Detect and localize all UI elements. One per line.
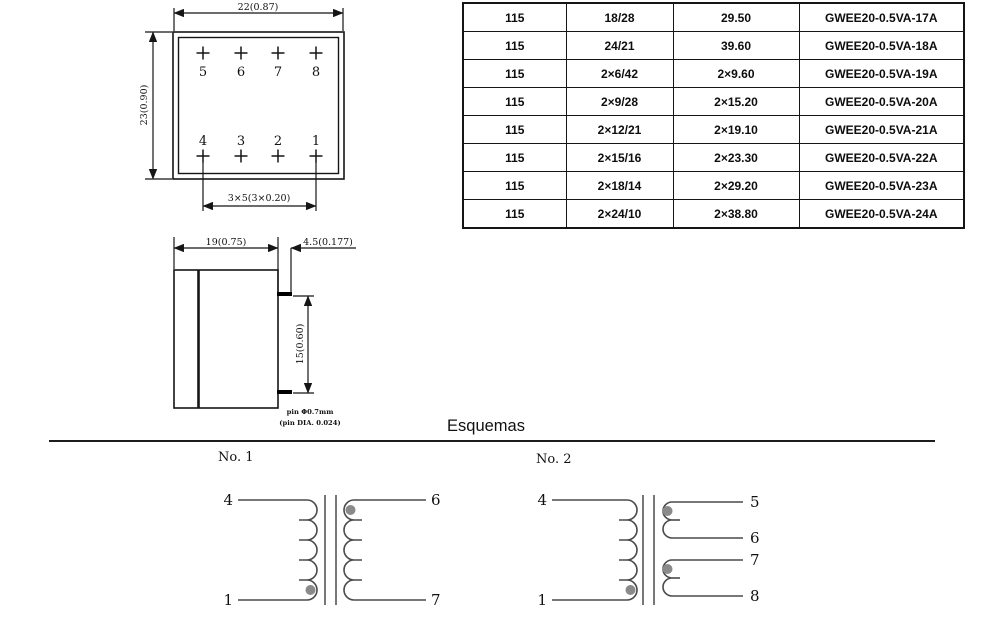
spec-table-cell: 2×24/10: [566, 200, 673, 229]
body-dim-label: 19(0.75): [205, 237, 247, 248]
side-view-drawing: [150, 230, 380, 430]
no1-pin6-label: 6: [431, 491, 441, 509]
pin-note-line2: (pin DIA. 0.024): [279, 419, 341, 427]
spec-table-cell: 115: [463, 144, 566, 172]
spec-table-cell: GWEE20-0.5VA-19A: [799, 60, 964, 88]
side-body-outline: [174, 270, 278, 408]
spec-table-cell: 24/21: [566, 32, 673, 60]
no2-primary-polarity-dot: [626, 585, 636, 595]
no2-pin7-label: 7: [750, 551, 760, 569]
top-view-drawing: [130, 0, 370, 220]
spec-table-cell: 29.50: [673, 3, 799, 32]
no2-pin8-label: 8: [750, 587, 760, 605]
svg-text:4: 4: [198, 134, 208, 149]
svg-text:8: 8: [311, 65, 321, 80]
spec-table-cell: 2×23.30: [673, 144, 799, 172]
pin-cross-marks-bottom: [197, 150, 323, 163]
no1-pin1-label: 1: [223, 591, 233, 609]
spec-table-cell: 2×12/21: [566, 116, 673, 144]
no2-pin4-label: 4: [537, 491, 547, 509]
no1-pin4-label: 4: [223, 491, 233, 509]
svg-text:2: 2: [273, 134, 283, 149]
spec-table-cell: 115: [463, 32, 566, 60]
no1-pin7-label: 7: [431, 591, 441, 609]
esquemas-heading: Esquemas: [447, 417, 525, 435]
spec-table-cell: GWEE20-0.5VA-17A: [799, 3, 964, 32]
spec-table-cell: 115: [463, 60, 566, 88]
schematic-no1: [180, 460, 480, 619]
spec-table-cell: 2×15/16: [566, 144, 673, 172]
no2-secondary2-polarity-dot: [663, 564, 673, 574]
spec-table-row: [463, 116, 964, 144]
spec-table-cell: 115: [463, 88, 566, 116]
spec-table-cell: 2×6/42: [566, 60, 673, 88]
pin-top-mark: [277, 292, 292, 296]
spec-table-cell: GWEE20-0.5VA-23A: [799, 172, 964, 200]
pin-numbers-top: [199, 65, 320, 80]
spec-table-cell: 115: [463, 200, 566, 229]
spec-table-cell: 115: [463, 172, 566, 200]
spec-table-cell: 115: [463, 3, 566, 32]
spec-table-cell: GWEE20-0.5VA-21A: [799, 116, 964, 144]
pin-numbers-bottom: [199, 134, 320, 149]
spec-table-row: [463, 88, 964, 116]
spec-table-cell: 2×19.10: [673, 116, 799, 144]
svg-text:6: 6: [236, 65, 246, 80]
pitch-dim-label: 3×5(3×0.20): [227, 193, 291, 204]
spec-table-row: [463, 60, 964, 88]
schematic-no2-title: No. 2: [536, 452, 572, 467]
spec-table-cell: GWEE20-0.5VA-18A: [799, 32, 964, 60]
spec-table-cell: GWEE20-0.5VA-20A: [799, 88, 964, 116]
pin-offset-dim-label: 4.5(0.177): [303, 237, 353, 248]
pin-row-dim-label: 15(0.60): [295, 323, 306, 365]
spec-table-row: [463, 144, 964, 172]
pin-note-line1: pin Φ0.7mm: [286, 408, 334, 416]
spec-table-cell: GWEE20-0.5VA-24A: [799, 200, 964, 229]
spec-table-cell: 39.60: [673, 32, 799, 60]
no2-primary-coil: [627, 500, 637, 600]
schematic-no1-title: No. 1: [218, 450, 254, 465]
spec-table: [462, 2, 965, 229]
svg-text:5: 5: [198, 65, 208, 80]
width-dim-label: 22(0.87): [237, 2, 279, 13]
svg-text:3: 3: [236, 134, 246, 149]
no2-pin6-label: 6: [750, 529, 760, 547]
no1-primary-polarity-dot: [306, 585, 316, 595]
height-dim-label: 23(0.90): [139, 84, 150, 126]
schematic-no2: [500, 440, 820, 619]
spec-table-cell: 115: [463, 116, 566, 144]
spec-table-cell: 2×29.20: [673, 172, 799, 200]
spec-table-row: [463, 3, 964, 32]
spec-table-cell: 2×9/28: [566, 88, 673, 116]
pin-bottom-mark: [277, 390, 292, 394]
no2-pin5-label: 5: [750, 493, 760, 511]
spec-table-cell: 2×9.60: [673, 60, 799, 88]
spec-table-row: [463, 172, 964, 200]
spec-table-row: [463, 200, 964, 229]
spec-table-cell: 2×18/14: [566, 172, 673, 200]
spec-table-cell: 18/28: [566, 3, 673, 32]
no1-primary-coil: [307, 500, 317, 600]
svg-text:1: 1: [311, 134, 321, 149]
case-outline-outer: [173, 32, 344, 179]
no1-secondary-coil: [344, 500, 354, 600]
spec-table-cell: 2×15.20: [673, 88, 799, 116]
no2-secondary1-polarity-dot: [663, 506, 673, 516]
spec-table-cell: GWEE20-0.5VA-22A: [799, 144, 964, 172]
no2-pin1-label: 1: [537, 591, 547, 609]
pin-cross-marks-top: [197, 47, 323, 60]
spec-table-row: [463, 32, 964, 60]
svg-text:7: 7: [273, 65, 283, 80]
spec-table-cell: 2×38.80: [673, 200, 799, 229]
no1-secondary-polarity-dot: [346, 505, 356, 515]
